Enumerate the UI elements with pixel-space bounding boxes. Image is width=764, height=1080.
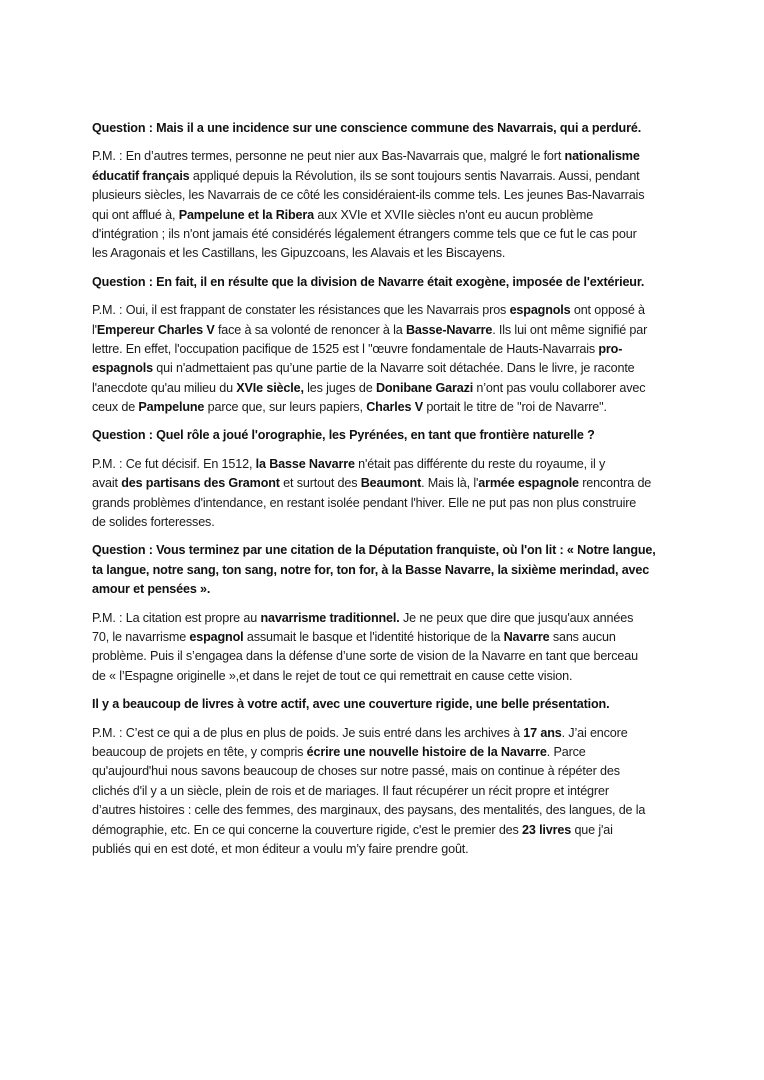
text-line: [92, 340, 692, 359]
text-run: de solides forteresses.: [92, 515, 215, 530]
text-run: d'intégration ; ils n'ont jamais été considérés légalement étrangers comme tels que ce fut le cas pour: [92, 226, 637, 241]
text-run: démographie, etc. En ce qui concerne la couverture rigide, c'est le premier des: [92, 822, 523, 837]
document-page: [92, 119, 692, 868]
text-run: les juges de: [303, 380, 376, 395]
text-run: avait: [92, 476, 122, 491]
text-run: qu'aujourd'hui nous savons beaucoup de choses sur notre passé, mais on continue à répéter des: [92, 764, 620, 779]
text-run: clichés d'il y a un siècle, plein de rois et de mariages. Il faut récupérer un récit propre et intégrer: [92, 783, 609, 798]
answer-paragraph: [92, 724, 692, 860]
text-line: [92, 398, 692, 417]
answer-paragraph: [92, 301, 692, 417]
bold-text: nationalisme: [564, 149, 640, 164]
text-run: Je ne peux que dire que jusqu'aux années: [399, 610, 634, 625]
text-run: . J’ai encore: [561, 725, 628, 740]
bold-text: la Basse Navarre: [255, 456, 355, 471]
bold-text: Question : Quel rôle a joué l'orographie, les Pyrénées, en tant que frontière naturelle ?: [92, 428, 595, 443]
bold-text: Question : En fait, il en résulte que la division de Navarre était exogène, imposée de l'extérieur.: [92, 274, 645, 289]
bold-text: Pampelune et la Ribera: [178, 207, 314, 222]
text-run: P.M. : Oui, il est frappant de constater les résistances que les Navarrais pros: [92, 303, 510, 318]
text-run: et surtout des: [279, 476, 361, 491]
text-run: P.M. : C’est ce qui a de plus en plus de poids. Je suis entré dans les archives à: [92, 725, 524, 740]
text-run: d’autres histoires : celle des femmes, des marginaux, des paysans, des mentalités, des langues, de la: [92, 803, 646, 818]
text-run: portait le titre de "roi de Navarre".: [422, 400, 607, 415]
bold-text: Pampelune: [138, 400, 205, 415]
text-line: [92, 474, 692, 493]
text-run: aux XVIe et XVIIe siècles n'ont eu aucun problème: [313, 207, 594, 222]
text-line: [92, 167, 692, 186]
text-run: 70, le navarrisme: [92, 629, 190, 644]
text-line: [92, 186, 692, 205]
text-run: lettre. En effet, l'occupation pacifique de 1525 est l "œuvre fondamentale de Hauts-Navarrais: [92, 341, 599, 356]
text-line: [92, 724, 692, 743]
text-line: [92, 695, 692, 714]
bold-text: Beaumont: [360, 476, 422, 491]
bold-text: navarrisme traditionnel.: [260, 610, 400, 625]
text-run: parce que, sur leurs papiers,: [204, 400, 367, 415]
text-run: que j'ai: [571, 822, 613, 837]
text-run: rencontra de: [578, 476, 652, 491]
text-line: [92, 273, 692, 292]
text-run: sans aucun: [549, 629, 616, 644]
bold-text: armée espagnole: [478, 476, 579, 491]
text-line: [92, 743, 692, 762]
text-run: P.M. : La citation est propre au: [92, 610, 261, 625]
question-paragraph: [92, 273, 692, 292]
bold-text: ta langue, notre sang, ton sang, notre for, ton for, à la Basse Navarre, la sixième merindad, avec: [92, 562, 650, 577]
text-line: [92, 609, 692, 628]
text-line: [92, 225, 692, 244]
text-run: qui ont afflué à,: [92, 207, 179, 222]
bold-text: Question : Vous terminez par une citation de la Députation franquiste, où l'on lit : « Notre langue,: [92, 543, 656, 558]
bold-text: espagnols: [509, 303, 571, 318]
bold-text: Empereur Charles V: [96, 322, 215, 337]
text-line: [92, 647, 692, 666]
text-run: plusieurs siècles, les Navarrais de ce côté les considéraient-ils comme tels. Les jeunes Bas-Navarrais: [92, 188, 645, 203]
text-line: [92, 541, 692, 560]
text-run: P.M. : En d’autres termes, personne ne peut nier aux Bas-Navarrais que, malgré le fort: [92, 149, 565, 164]
bold-text: pro-: [598, 341, 623, 356]
bold-text: Navarre: [503, 629, 550, 644]
text-run: ont opposé à: [570, 303, 645, 318]
text-line: [92, 244, 692, 263]
text-run: l': [92, 322, 97, 337]
text-run: beaucoup de projets en tête, y compris: [92, 744, 307, 759]
text-run: n'était pas différente du reste du royaume, il y: [354, 456, 606, 471]
text-line: [92, 301, 692, 320]
answer-paragraph: [92, 455, 692, 533]
text-line: [92, 147, 692, 166]
text-run: . Mais là, l': [421, 476, 479, 491]
text-run: l'anecdote qu'au milieu du: [92, 380, 237, 395]
text-line: [92, 513, 692, 532]
bold-text: Il y a beaucoup de livres à votre actif, avec une couverture rigide, une belle présentation.: [92, 697, 610, 712]
text-line: [92, 561, 692, 580]
text-line: [92, 821, 692, 840]
text-line: [92, 762, 692, 781]
bold-text: 17 ans: [523, 725, 562, 740]
question-paragraph: [92, 426, 692, 445]
text-run: assumait le basque et l'identité historique de la: [243, 629, 504, 644]
text-line: [92, 455, 692, 474]
bold-text: XVIe siècle,: [236, 380, 304, 395]
text-line: [92, 840, 692, 859]
text-line: [92, 321, 692, 340]
text-run: P.M. : Ce fut décisif. En 1512,: [92, 456, 256, 471]
text-run: de « l’Espagne originelle »,et dans le rejet de tout ce qui remettrait en cause cette vision.: [92, 668, 573, 683]
text-line: [92, 359, 692, 378]
text-line: [92, 119, 692, 138]
answer-paragraph: [92, 147, 692, 263]
text-run: appliqué depuis la Révolution, ils se sont toujours sentis Navarrais. Aussi, pendant: [189, 168, 640, 183]
text-run: . Ils lui ont même signifié par: [492, 322, 648, 337]
text-line: [92, 628, 692, 647]
bold-text: amour et pensées ».: [92, 582, 211, 597]
text-line: [92, 379, 692, 398]
answer-paragraph: [92, 609, 692, 687]
text-line: [92, 206, 692, 225]
question-paragraph: [92, 695, 692, 714]
bold-text: Basse-Navarre: [405, 322, 493, 337]
text-line: [92, 426, 692, 445]
bold-text: écrire une nouvelle histoire de la Navarre: [306, 744, 547, 759]
bold-text: des partisans des Gramont: [121, 476, 280, 491]
bold-text: Donibane Garazi: [375, 380, 474, 395]
bold-text: Charles V: [366, 400, 423, 415]
text-run: ceux de: [92, 400, 139, 415]
text-run: les Aragonais et les Castillans, les Gipuzcoans, les Alavais et les Biscayens.: [92, 246, 506, 261]
question-paragraph: [92, 119, 692, 138]
text-run: n’ont pas voulu collaborer avec: [473, 380, 646, 395]
text-line: [92, 580, 692, 599]
text-line: [92, 801, 692, 820]
text-run: problème. Puis il s’engagea dans la défense d’une sorte de vision de la Navarre en tant que berceau: [92, 649, 638, 664]
text-line: [92, 494, 692, 513]
bold-text: 23 livres: [522, 822, 572, 837]
text-line: [92, 782, 692, 801]
text-line: [92, 667, 692, 686]
text-run: qui n'admettaient pas qu’une partie de la Navarre soit détachée. Dans le livre, je raconte: [152, 361, 635, 376]
text-run: publiés qui en est doté, et mon éditeur a voulu m’y faire prendre goût.: [92, 841, 469, 856]
bold-text: éducatif français: [92, 168, 190, 183]
question-paragraph: [92, 541, 692, 599]
text-run: . Parce: [546, 744, 586, 759]
bold-text: espagnols: [92, 361, 153, 376]
bold-text: Question : Mais il a une incidence sur une conscience commune des Navarrais, qui a perduré.: [92, 121, 642, 135]
bold-text: espagnol: [189, 629, 244, 644]
text-run: grands problèmes d'intendance, en restant isolée pendant l'hiver. Elle ne put pas non plus construire: [92, 495, 637, 510]
text-run: face à sa volonté de renoncer à la: [214, 322, 406, 337]
